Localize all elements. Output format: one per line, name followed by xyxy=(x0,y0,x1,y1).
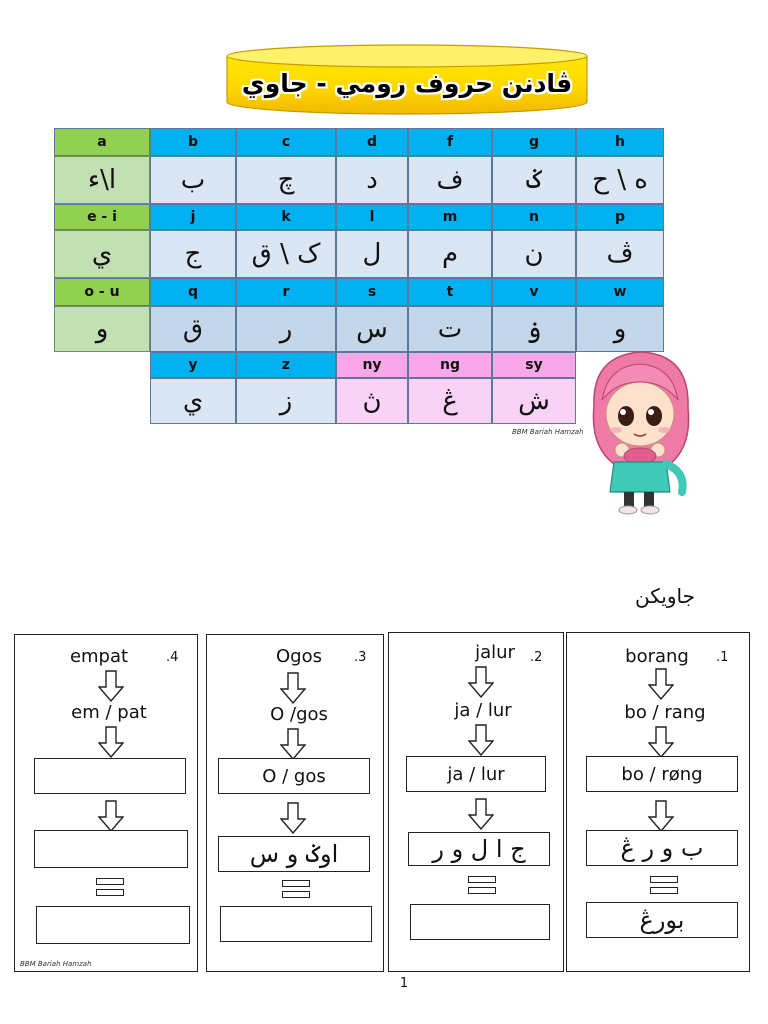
letter-header-m: m xyxy=(408,204,492,230)
letter-header-g: g xyxy=(492,128,576,156)
down-arrow-icon xyxy=(468,798,494,830)
exercise-number: .1 xyxy=(716,650,729,665)
exercise-word: Ogos xyxy=(276,646,322,667)
letter-jawi-ny: ڽ xyxy=(336,378,408,424)
jawi-letters-box[interactable]: اوݢ و س xyxy=(218,836,370,872)
letter-header-t: t xyxy=(408,278,492,306)
letter-jawi-k: ک \ ق xyxy=(236,230,336,278)
vowel-jawi-e-i: ي xyxy=(54,230,150,278)
vowel-header-e-i: e - i xyxy=(54,204,150,230)
page-title: ڤادنن حروف رومي - جاوي xyxy=(241,68,573,98)
letter-jawi-q: ق xyxy=(150,306,236,352)
letter-jawi-c: چ xyxy=(236,156,336,204)
letter-header-s: s xyxy=(336,278,408,306)
vowel-jawi-a: ا\ء xyxy=(54,156,150,204)
credit-text: BBM Bariah Hamzah xyxy=(20,960,92,968)
jawi-word-box[interactable] xyxy=(36,906,190,944)
letter-jawi-d: د xyxy=(336,156,408,204)
exercise-syllables: ja / lur xyxy=(454,700,512,721)
equals-sign-icon xyxy=(282,880,310,900)
letter-jawi-n: ن xyxy=(492,230,576,278)
exercise-word: borang xyxy=(625,646,689,667)
credit-text: BBM Bariah Hamzah xyxy=(512,428,584,436)
down-arrow-icon xyxy=(98,670,124,702)
down-arrow-icon xyxy=(280,802,306,834)
exercise-syllables: em / pat xyxy=(71,702,147,723)
syllable-answer-box[interactable]: bo / røng xyxy=(586,756,738,792)
letter-jawi-v: ۏ xyxy=(492,306,576,352)
letter-jawi-j: ج xyxy=(150,230,236,278)
letter-jawi-r: ر xyxy=(236,306,336,352)
down-arrow-icon xyxy=(280,728,306,760)
letter-header-f: f xyxy=(408,128,492,156)
letter-jawi-sy: ش xyxy=(492,378,576,424)
letter-header-n: n xyxy=(492,204,576,230)
letter-header-j: j xyxy=(150,204,236,230)
letter-jawi-w: و xyxy=(576,306,664,352)
vowel-header-o-u: o - u xyxy=(54,278,150,306)
exercise-syllables: bo / rang xyxy=(624,702,706,723)
down-arrow-icon xyxy=(648,668,674,700)
exercise-word: jalur xyxy=(475,642,515,663)
letter-header-h: h xyxy=(576,128,664,156)
letter-jawi-f: ف xyxy=(408,156,492,204)
equals-sign-icon xyxy=(468,876,496,896)
syllable-answer-box[interactable]: O / gos xyxy=(218,758,370,794)
vowel-jawi-o-u: و xyxy=(54,306,150,352)
exercise-number: .4 xyxy=(166,650,179,665)
syllable-answer-box[interactable] xyxy=(34,758,186,794)
letter-header-q: q xyxy=(150,278,236,306)
jawi-letters-box[interactable]: ب و ر ڠ xyxy=(586,830,738,866)
vowel-header-a: a xyxy=(54,128,150,156)
hijab-girl-illustration xyxy=(574,346,706,516)
syllable-answer-box[interactable]: ja / lur xyxy=(406,756,546,792)
exercise-number: .3 xyxy=(354,650,367,665)
down-arrow-icon xyxy=(468,724,494,756)
letter-header-z: z xyxy=(236,352,336,378)
letter-jawi-h: ه \ ح xyxy=(576,156,664,204)
letter-jawi-b: ب xyxy=(150,156,236,204)
down-arrow-icon xyxy=(98,726,124,758)
equals-sign-icon xyxy=(650,876,678,896)
down-arrow-icon xyxy=(468,666,494,698)
letter-jawi-z: ز xyxy=(236,378,336,424)
page-number: 1 xyxy=(399,976,409,991)
down-arrow-icon xyxy=(648,726,674,758)
letter-jawi-ng: ڠ xyxy=(408,378,492,424)
jawi-word-box[interactable] xyxy=(220,906,372,942)
jawi-word-box[interactable] xyxy=(410,904,550,940)
down-arrow-icon xyxy=(280,672,306,704)
letter-header-b: b xyxy=(150,128,236,156)
jawi-word-box[interactable]: بورڠ xyxy=(586,902,738,938)
exercise-syllables: O /gos xyxy=(270,704,328,725)
down-arrow-icon xyxy=(648,800,674,832)
letter-header-w: w xyxy=(576,278,664,306)
equals-sign-icon xyxy=(96,878,124,898)
letter-header-r: r xyxy=(236,278,336,306)
letter-jawi-t: ت xyxy=(408,306,492,352)
letter-jawi-y: ي xyxy=(150,378,236,424)
letter-header-c: c xyxy=(236,128,336,156)
letter-jawi-g: ݢ xyxy=(492,156,576,204)
exercise-number: .2 xyxy=(530,650,543,665)
letter-jawi-p: ڤ xyxy=(576,230,664,278)
letter-header-sy: sy xyxy=(492,352,576,378)
letter-header-k: k xyxy=(236,204,336,230)
letter-header-ny: ny xyxy=(336,352,408,378)
jawi-letters-box[interactable] xyxy=(34,830,188,868)
jawi-letters-box[interactable]: ج ا ل و ر xyxy=(408,832,550,866)
letter-jawi-m: م xyxy=(408,230,492,278)
letter-header-ng: ng xyxy=(408,352,492,378)
letter-header-p: p xyxy=(576,204,664,230)
letter-header-v: v xyxy=(492,278,576,306)
down-arrow-icon xyxy=(98,800,124,832)
letter-jawi-l: ل xyxy=(336,230,408,278)
letter-header-d: d xyxy=(336,128,408,156)
exercise-word: empat xyxy=(69,646,129,667)
letter-header-y: y xyxy=(150,352,236,378)
letter-header-l: l xyxy=(336,204,408,230)
letter-jawi-s: س xyxy=(336,306,408,352)
instruction-text: جاويکن xyxy=(635,584,695,608)
